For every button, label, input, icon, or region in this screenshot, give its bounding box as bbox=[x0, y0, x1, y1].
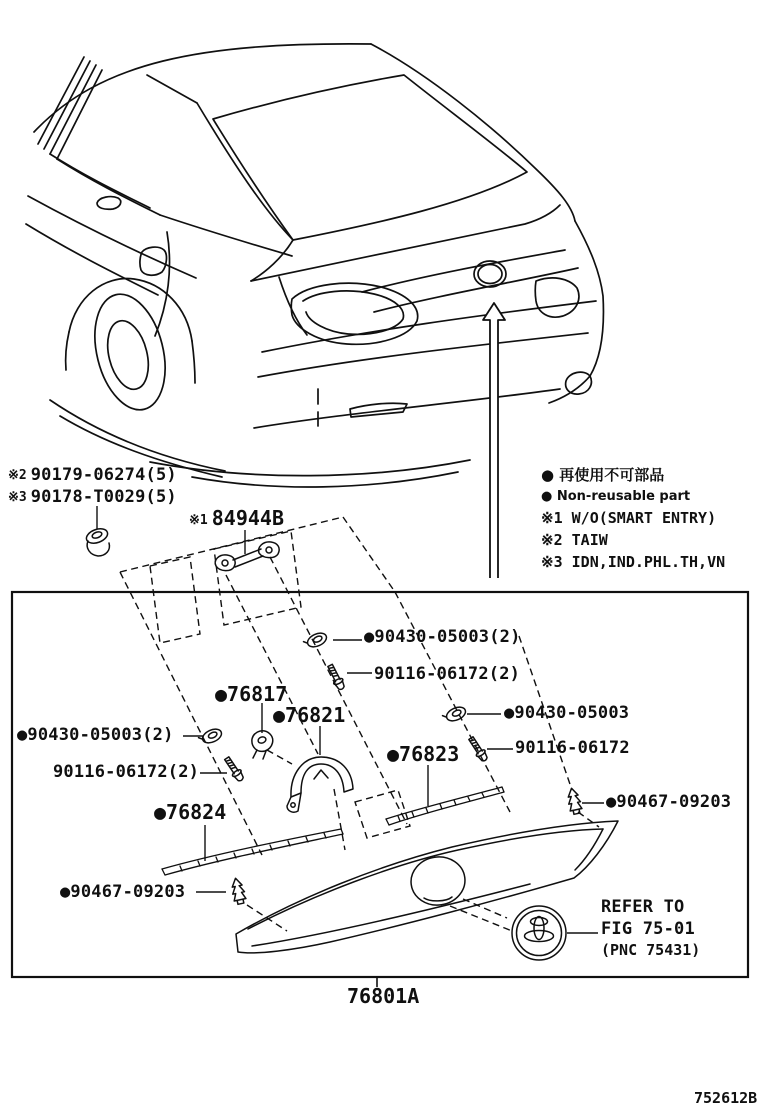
callout-76821: ●76821 bbox=[273, 703, 346, 727]
screw-left-part bbox=[223, 755, 246, 783]
clip-left-90467-part bbox=[230, 877, 247, 905]
legend-note3: ※3 IDN,IND.PHL.TH,VN bbox=[541, 553, 726, 571]
screw-right-part bbox=[467, 735, 490, 763]
clip-right-90467-part bbox=[566, 787, 583, 815]
dashed-projection-lines bbox=[120, 517, 599, 931]
clip-76817-part bbox=[252, 731, 273, 759]
molding-76824-part bbox=[162, 829, 343, 875]
callout-90430-05003-right: ●90430-05003 bbox=[504, 703, 630, 723]
legend-nonreusable-jp: ● 再使用不可部品 bbox=[541, 466, 665, 484]
callout-90467-09203-right: ●90467-09203 bbox=[606, 792, 732, 812]
note2-mark: ※2 bbox=[8, 468, 27, 483]
legend-note2: ※2 TAIW bbox=[541, 531, 608, 549]
callout-90467-09203-left: ●90467-09203 bbox=[60, 882, 186, 902]
clip-90179-part bbox=[84, 526, 109, 556]
callout-90430-05003-left: ●90430-05003(2) bbox=[17, 725, 174, 745]
callout-90116-06172-left: 90116-06172(2) bbox=[53, 762, 200, 782]
car-trunk-emblem bbox=[474, 261, 506, 287]
callout-90116-06172-top: 90116-06172(2) bbox=[374, 664, 521, 684]
callout-90116-06172-right: 90116-06172 bbox=[515, 738, 630, 758]
callout-84944b: ※1 84944B bbox=[189, 506, 284, 530]
garnish-panel-76801a-part bbox=[236, 821, 618, 953]
callout-90178-t0029: ※3 90178-T0029(5) bbox=[8, 487, 177, 507]
figure-code: 752612B bbox=[694, 1089, 758, 1107]
grommet-top-part bbox=[303, 630, 329, 650]
screw-top-part bbox=[326, 663, 347, 691]
callout-76824: ●76824 bbox=[154, 800, 227, 824]
callout-76823: ●76823 bbox=[387, 742, 460, 766]
note1-mark: ※1 bbox=[189, 513, 208, 528]
refer-line1: REFER TO bbox=[601, 897, 685, 917]
grommet-right-part bbox=[442, 704, 468, 724]
callout-90179-06274: ※2 90179-06274(5) bbox=[8, 465, 177, 485]
note3-mark: ※3 bbox=[8, 490, 27, 505]
car-rear-illustration bbox=[26, 44, 603, 487]
refer-line2: FIG 75-01 bbox=[601, 919, 695, 939]
callout-90430-05003-top: ●90430-05003(2) bbox=[364, 627, 521, 647]
callout-76817: ●76817 bbox=[215, 682, 288, 706]
toyota-emblem-part bbox=[512, 906, 566, 960]
legend-note1: ※1 W/O(SMART ENTRY) bbox=[541, 509, 717, 527]
refer-line3: (PNC 75431) bbox=[601, 941, 701, 959]
refer-to-note bbox=[601, 899, 700, 958]
legend-nonreusable-en: ● Non-reusable part bbox=[541, 489, 691, 504]
main-part-number: 76801A bbox=[347, 984, 420, 1008]
cover-76821-part bbox=[287, 757, 353, 812]
